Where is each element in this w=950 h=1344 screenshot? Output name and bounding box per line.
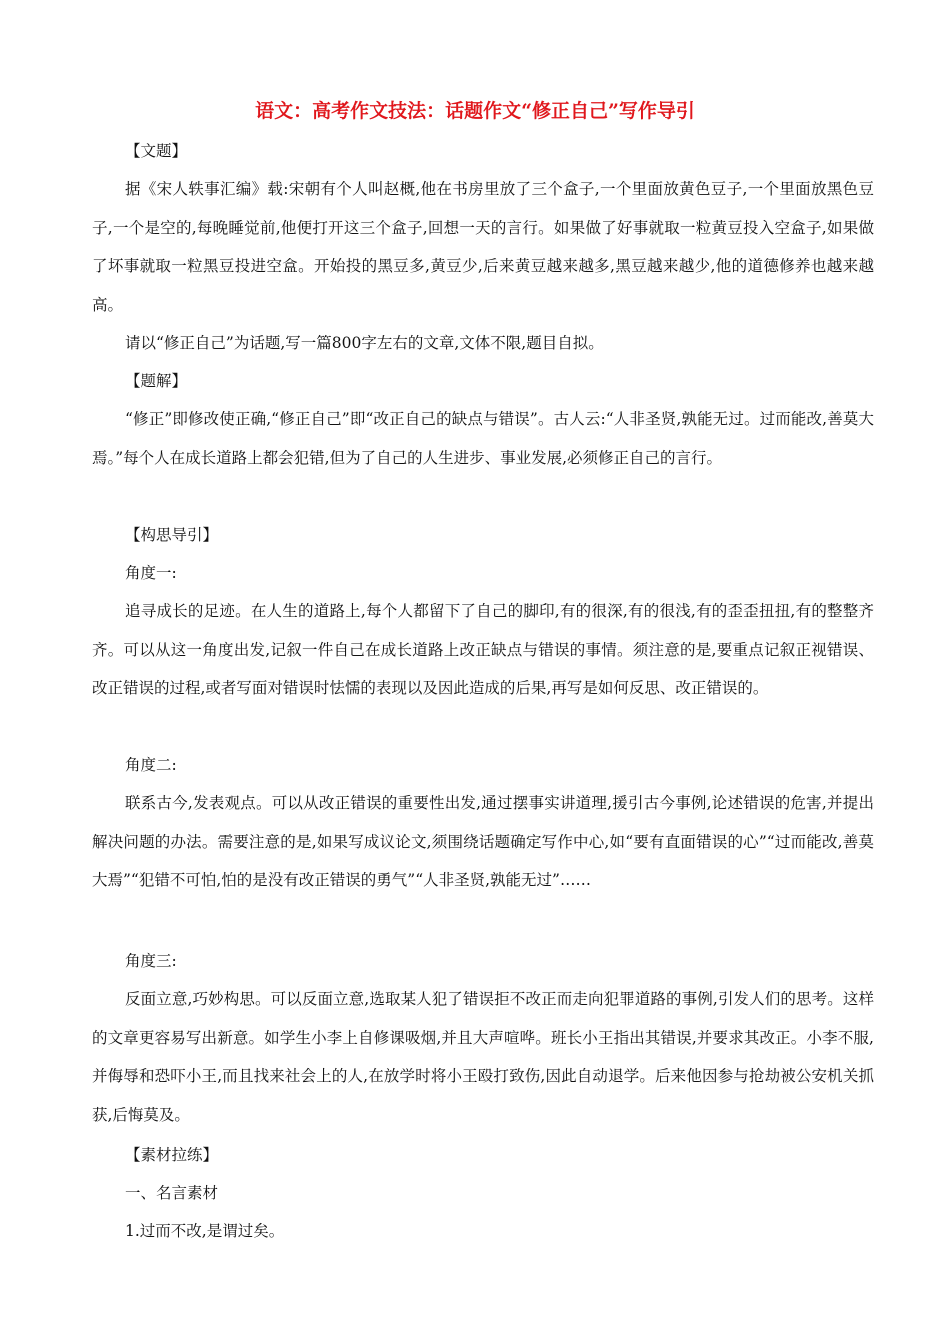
angle-1-paragraph: 追寻成长的足迹。在人生的道路上,每个人都留下了自己的脚印,有的很深,有的很浅,有的歪歪扭扭,有的整整齐齐。可以从这一角度出发,记叙一件自己在成长道路上改正缺点与错误的事情。须注意的是,要重点记叙正视错误、改正错误的过程,或者写面对错误时怯懦的表现以及因此造成的后果,再写是如何反思、改正错误的。: [92, 602, 874, 697]
page-title: 语文：高考作文技法：话题作文“修正自己”写作导引: [255, 100, 695, 122]
topic-instruction: 请以“修正自己”为话题,写一篇800字左右的文章,文体不限,题目自拟。: [125, 334, 604, 352]
angle-2-paragraph: 联系古今,发表观点。可以从改正错误的重要性出发,通过摆事实讲道理,援引古今事例,论述错误的危害,并提出解决问题的办法。需要注意的是,如果写成议论文,须围绕话题确定写作中心,如“要有直面错误的心”“过而能改,善莫大焉”“犯错不可怕,怕的是没有改正错误的勇气”“人非圣贤,孰能无过”……: [92, 794, 874, 889]
section-heading-analysis: 【题解】: [125, 372, 188, 390]
topic-paragraph: 据《宋人轶事汇编》载:宋朝有个人叫赵概,他在书房里放了三个盒子,一个里面放黄色豆子,一个里面放黑色豆子,一个是空的,每晚睡觉前,他便打开这三个盒子,回想一天的言行。如果做了好事就取一粒黄豆投入空盒子,如果做了坏事就取一粒黑豆投进空盒。开始投的黑豆多,黄豆少,后来黄豆越来越多,黑豆越来越少,他的道德修养也越来越高。: [92, 180, 874, 314]
section-heading-topic: 【文题】: [125, 142, 188, 160]
material-subheading: 一、名言素材: [125, 1184, 219, 1202]
section-heading-guide: 【构思导引】: [125, 526, 219, 544]
angle-3-paragraph: 反面立意,巧妙构思。可以反面立意,选取某人犯了错误拒不改正而走向犯罪道路的事例,引发人们的思考。这样的文章更容易写出新意。如学生小李上自修课吸烟,并且大声喧哗。班长小王指出其错误,并要求其改正。小李不服,并侮辱和恐吓小王,而且找来社会上的人,在放学时将小王殴打致伤,因此自动退学。后来他因参与抢劫被公安机关抓获,后悔莫及。: [92, 990, 874, 1124]
angle-2-label: 角度二:: [125, 756, 177, 774]
quote-item: 1.过而不改,是谓过矣。: [125, 1222, 285, 1240]
angle-1-label: 角度一:: [125, 564, 177, 582]
section-heading-material: 【素材拉练】: [125, 1146, 219, 1164]
analysis-paragraph: “修正”即修改使正确,“修正自己”即“改正自己的缺点与错误”。古人云:“人非圣贤,孰能无过。过而能改,善莫大焉。”每个人在成长道路上都会犯错,但为了自己的人生进步、事业发展,必须修正自己的言行。: [92, 410, 874, 467]
angle-3-label: 角度三:: [125, 952, 177, 970]
